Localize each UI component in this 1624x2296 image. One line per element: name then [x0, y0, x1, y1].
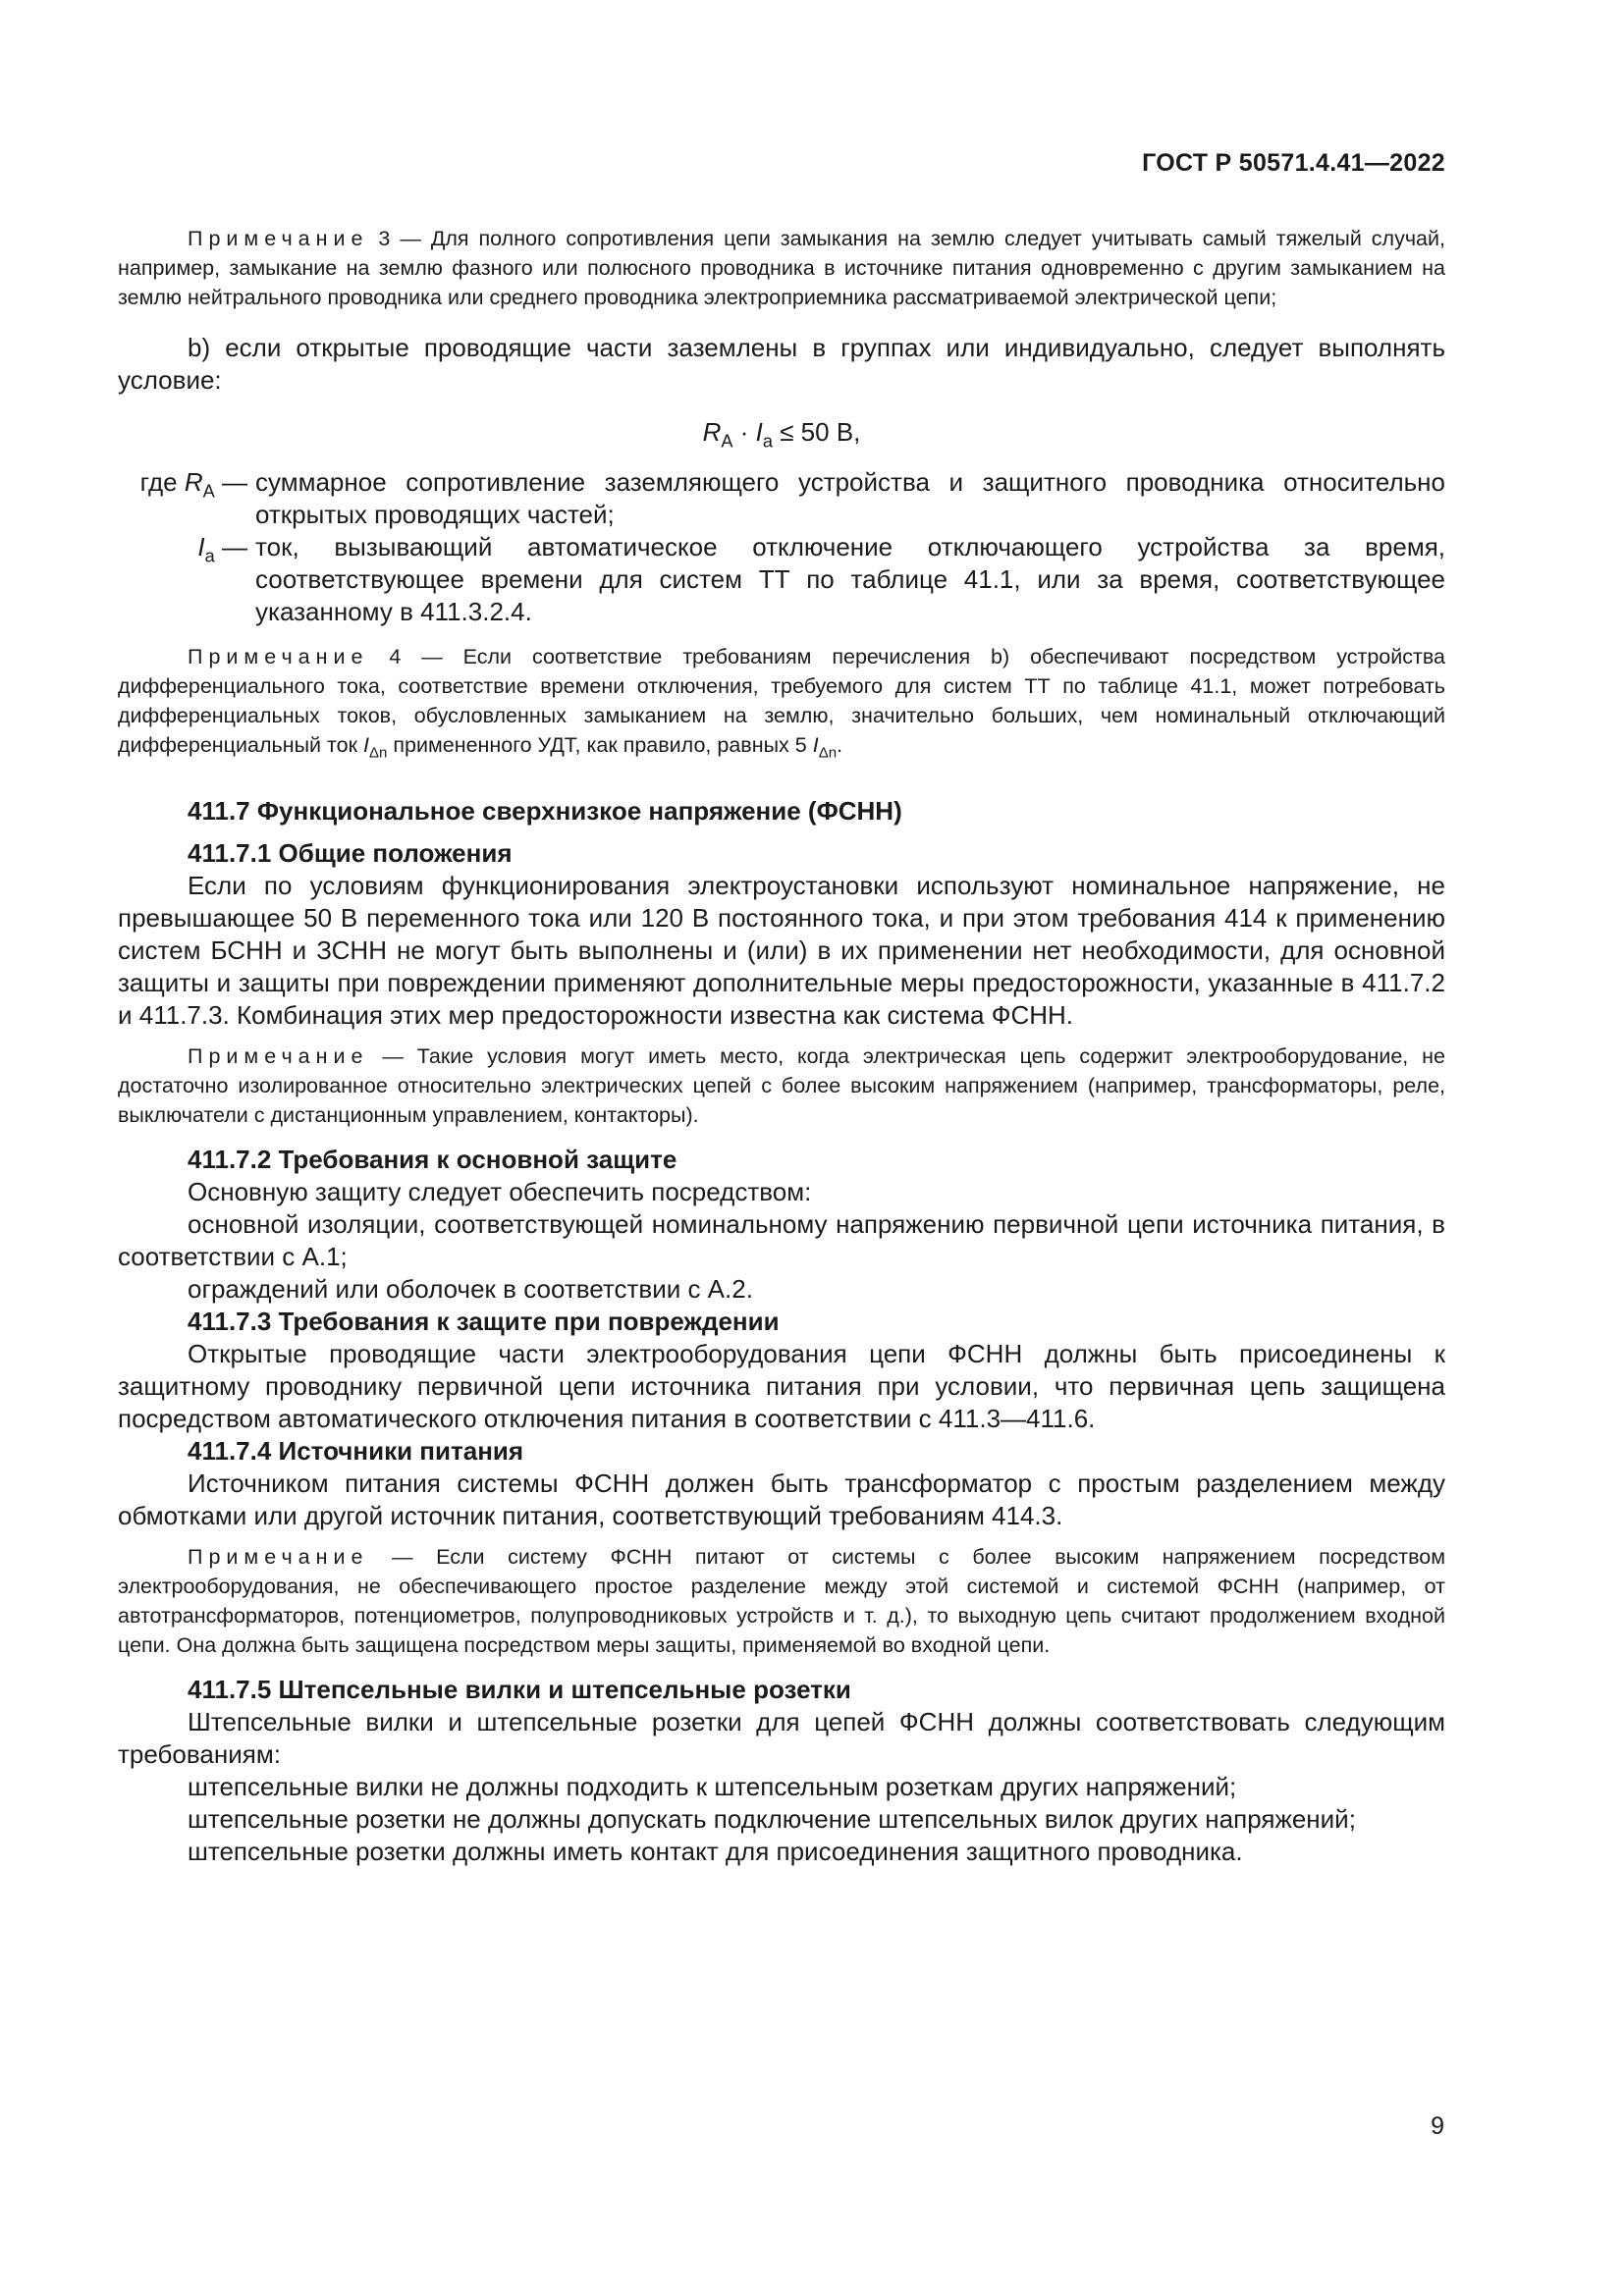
item-b: b) если открытые проводящие части заземлены в группах или индивидуально, следует выполнять условие:: [118, 333, 1445, 395]
page-content: [118, 224, 1445, 1868]
section-heading-411-7-2: 411.7.2 Требования к основной защите: [188, 1145, 677, 1174]
section-heading-411-7-1: 411.7.1 Общие положения: [188, 838, 513, 868]
paragraph: Открытые проводящие части электрооборудования цепи ФСНН должны быть присоединены к защитному проводнику первичной цепи источника питания при условии, что первичная цепь защищена посредством автоматического отключения питания в соответствии с 411.3—411.6.: [118, 1339, 1445, 1433]
formula: $R_A \cdot I_a \le 50$ В,: [702, 417, 861, 452]
where-ra-text: суммарное сопротивление заземляющего устройства и защитного проводника относительно открытых проводящих частей;: [255, 467, 1445, 529]
list-item: штепсельные розетки не должны допускать подключение штепсельных вилок других напряжений;: [188, 1804, 1356, 1834]
section-heading-411-7-4: 411.7.4 Источники питания: [188, 1436, 524, 1466]
note: Примечание — Такие условия могут иметь место, когда электрическая цепь содержит электрооборудование, не достаточно изолированное относительно электрических цепей с более высоким напряжением (например, трансформаторы, реле, выключатели с дистанционным управлением, контакторы).: [118, 1044, 1445, 1127]
note: Примечание — Если систему ФСНН питают от системы с более высоким напряжением посредством электрооборудования, не обеспечивающего простое разделение между этой системой и системой ФСНН (например, от автотрансформаторов, потенциометров, полупроводниковых устройств и т. д.), то выходную цепь считают продолжением входной цепи. Она должна быть защищена посредством меры защиты, применяемой во входной цепи.: [118, 1545, 1445, 1657]
note-text: 3 — Для полного сопротивления цепи замыкания на землю следует учитывать самый тяжелый случай, например, замыкание на землю фазного или полюсного проводника в источнике питания одновременно с другим замыканием на землю нейтрального проводника или среднего проводника электроприемника рассматриваемой электрической цепи;: [118, 227, 1445, 309]
list-item: штепсельные вилки не должны подходить к штепсельным розеткам других напряжений;: [188, 1772, 1237, 1801]
note-label: Примечание: [188, 645, 369, 668]
where-ia-symbol: $I_a$ —: [197, 532, 247, 566]
note-label: Примечание: [188, 1545, 369, 1569]
note-4: Примечание 4 — Если соответствие требованиям перечисления b) обеспечивают посредством устройства дифференциального тока, соответствие времени отключения, требуемого для систем ТТ по таблице 41.1, может потребовать дифференциальных токов, обусловленных замыканием на землю, значительно больших, чем номинальный отключающий дифференциальный ток $I_{\Delta n}$ примененного УДТ, как правило, равных 5 $I_{\Delta n}$.: [118, 645, 1445, 762]
where-ra: [118, 466, 1445, 531]
where-ia: [118, 531, 1445, 628]
document-code: ГОСТ Р 50571.4.41—2022: [1142, 149, 1445, 177]
list-item: штепсельные розетки должны иметь контакт для присоединения защитного проводника.: [188, 1837, 1243, 1866]
note-label: Примечание: [188, 1044, 369, 1068]
where-ra-symbol: где $R_A$ —: [139, 467, 247, 502]
paragraph: Источником питания системы ФСНН должен быть трансформатор с простым разделением между обмотками или другой источник питания, соответствующий требованиям 414.3.: [118, 1468, 1445, 1530]
paragraph: Основную защиту следует обеспечить посредством:: [188, 1177, 812, 1206]
note-label: Примечание: [188, 227, 369, 250]
note-3: [118, 224, 1445, 312]
paragraph: Штепсельные вилки и штепсельные розетки для цепей ФСНН должны соответствовать следующим требованиям:: [118, 1707, 1445, 1769]
page-number: 9: [1431, 2112, 1444, 2140]
paragraph: Если по условиям функционирования электроустановки используют номинальное напряжение, не превышающее 50 В переменного тока или 120 В постоянного тока, и при этом требования 414 к применению систем БСНН и ЗСНН не могут быть выполнены и (или) в их применении нет необходимости, для основной защиты и защиты при повреждении применяют дополнительные меры предосторожности, указанные в 411.7.2 и 411.7.3. Комбинация этих мер предосторожности известна как система ФСНН.: [118, 871, 1445, 1030]
section-heading-411-7: 411.7 Функциональное сверхнизкое напряжение (ФСНН): [188, 796, 902, 826]
section-heading-411-7-5: 411.7.5 Штепсельные вилки и штепсельные розетки: [188, 1675, 851, 1704]
paragraph: основной изоляции, соответствующей номинальному напряжению первичной цепи источника питания, в соответствии с А.1;: [118, 1209, 1445, 1271]
where-ia-text: ток, вызывающий автоматическое отключение отключающего устройства за время, соответствующее времени для систем ТТ по таблице 41.1, или за время, соответствующее указанному в 411.3.2.4.: [255, 532, 1445, 626]
section-heading-411-7-3: 411.7.3 Требования к защите при повреждении: [188, 1307, 780, 1336]
paragraph: ограждений или оболочек в соответствии с А.2.: [188, 1274, 753, 1304]
